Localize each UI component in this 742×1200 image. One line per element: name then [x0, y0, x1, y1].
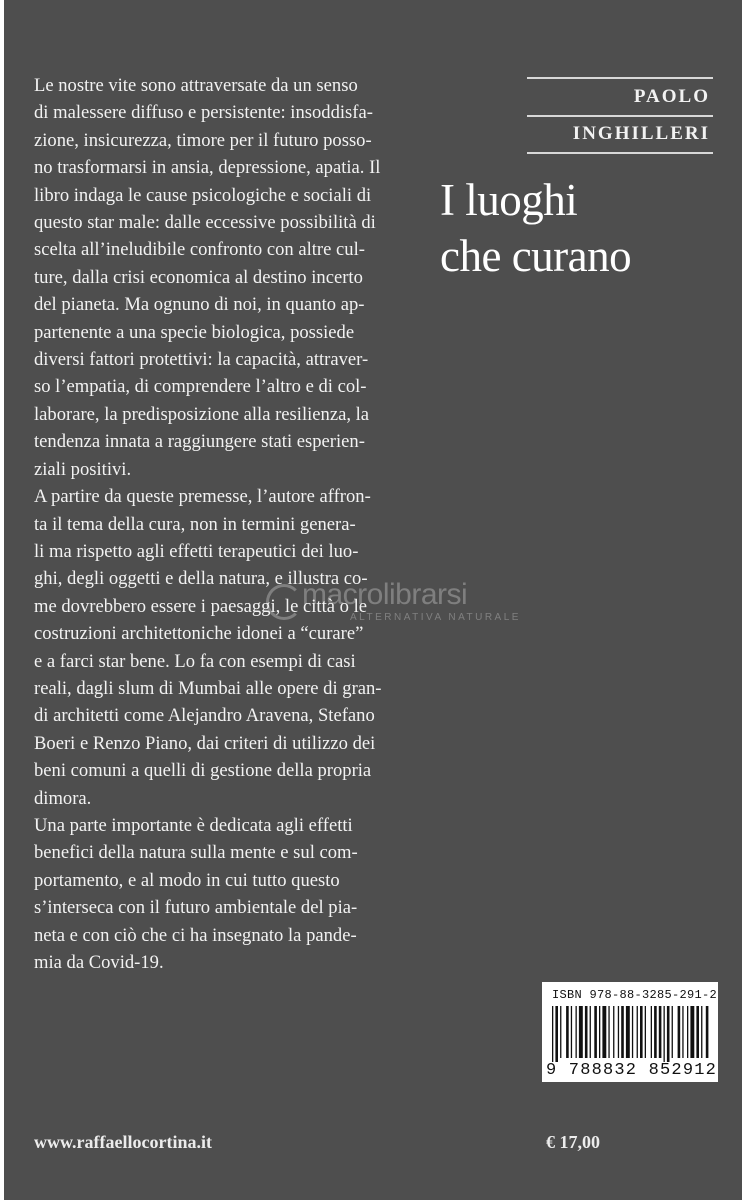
blurb-paragraph-1: Le nostre vite sono attraversate da un senso di malessere diffuso e persistente: insoddisfa- zione, insicurezza, timore per il futuro posso- no trasformarsi in ansia, depressione, apatia. Il libro indaga le cause psicologiche e sociali di questo star male: dalle eccessive possibilità di scelta all’ineludibile confronto con altre cul- ture, dalla crisi economica al destino incerto del pianeta. Ma ognuno di noi, in quanto ap- partenente a una specie biologica, possiede diversi fattori protettivi: la capacità, attraver- so l’empatia, di comprendere l’altro e di col- laborare, la predisposizione alla resilienza, la tendenza innata a raggiungere stati esperien- ziali positivi.: [34, 75, 381, 480]
barcode-bar: [687, 1006, 688, 1058]
barcode-bar: [667, 1006, 670, 1062]
price-label: € 17,00: [546, 1132, 600, 1152]
barcode-bar: [566, 1006, 569, 1058]
bottom-rule: [527, 152, 713, 154]
barcode-bar: [701, 1006, 702, 1058]
author-last-name: INGHILLERI: [572, 123, 710, 144]
barcode-bar: [621, 1006, 624, 1058]
book-title: [440, 172, 730, 284]
barcode-bar: [645, 1006, 646, 1058]
barcode-bar: [637, 1006, 638, 1058]
barcode-bar: [560, 1006, 561, 1058]
author-first-name: PAOLO: [633, 86, 710, 107]
barcode-bar: [576, 1006, 577, 1058]
isbn-label: ISBN 978-88-3285-291-2: [552, 988, 718, 1002]
barcode-bar: [571, 1006, 572, 1058]
middle-rule: [527, 115, 713, 117]
barcode-bar: [632, 1006, 633, 1058]
barcode-bar: [651, 1006, 652, 1058]
barcode-bar: [552, 1006, 553, 1062]
watermark-tagline: ALTERNATIVA NATURALE: [350, 612, 521, 623]
book-back-cover: [4, 0, 742, 1200]
barcode-bar: [590, 1006, 591, 1058]
barcode-bar: [654, 1006, 657, 1058]
barcode-bar: [682, 1006, 683, 1058]
barcode-bar: [585, 1006, 588, 1058]
barcode-bar: [599, 1006, 600, 1058]
barcode-bar: [690, 1006, 694, 1058]
barcode-bar: [613, 1006, 614, 1058]
blurb-paragraph-3: Una parte importante è dedicata agli effetti benefici della natura sulla mente e sul com- portamento, e al modo in cui tutto questo s’interseca con il futuro ambientale del pia- neta e con ciò che ci ha insegnato la pande- mia da Covid-19.: [34, 814, 358, 973]
title-line-2: che curano: [440, 231, 632, 281]
top-rule: [527, 77, 713, 79]
barcode-icon: [550, 1006, 710, 1062]
barcode-bar: [608, 1006, 609, 1058]
isbn-barcode-box: [542, 982, 718, 1082]
watermark: [266, 578, 526, 630]
barcode-bar: [706, 1006, 709, 1058]
barcode-bar: [579, 1006, 583, 1058]
barcode-bar: [664, 1006, 665, 1062]
barcode-bar: [618, 1006, 619, 1058]
barcode-bar: [696, 1006, 699, 1058]
isbn-digits: 9 788832 852912: [546, 1061, 718, 1080]
watermark-name: macrolibrarsi: [302, 578, 468, 611]
watermark-logo-icon: [266, 584, 302, 620]
barcode-bar: [626, 1006, 630, 1058]
barcode-bar: [659, 1006, 662, 1058]
barcode-bar: [678, 1006, 681, 1058]
barcode-bar: [640, 1006, 643, 1058]
publisher-website: www.raffaellocortina.it: [34, 1132, 212, 1152]
barcode-bar: [602, 1006, 606, 1058]
barcode-bar: [594, 1006, 597, 1058]
barcode-bar: [555, 1006, 558, 1062]
barcode-bar: [672, 1006, 673, 1058]
title-line-1: I luoghi: [440, 175, 578, 225]
blurb-paragraph-2: A partire da queste premesse, l’autore affron- ta il tema della cura, non in termini genera- li ma rispetto agli effetti terapeutici dei luo- ghi, degli oggetti e della natura, e illustra co- me dovrebbero essere i paesaggi, le città o le costruzioni architettoniche idonei a “curare” e a farci star bene. Lo fa con esempi di casi reali, dagli slum di Mumbai alle opere di gran- di architetti come Alejandro Aravena, Stefano Boeri e Renzo Piano, dai criteri di utilizzo dei beni comuni a quelli di gestione della propria dimora.: [34, 486, 382, 809]
